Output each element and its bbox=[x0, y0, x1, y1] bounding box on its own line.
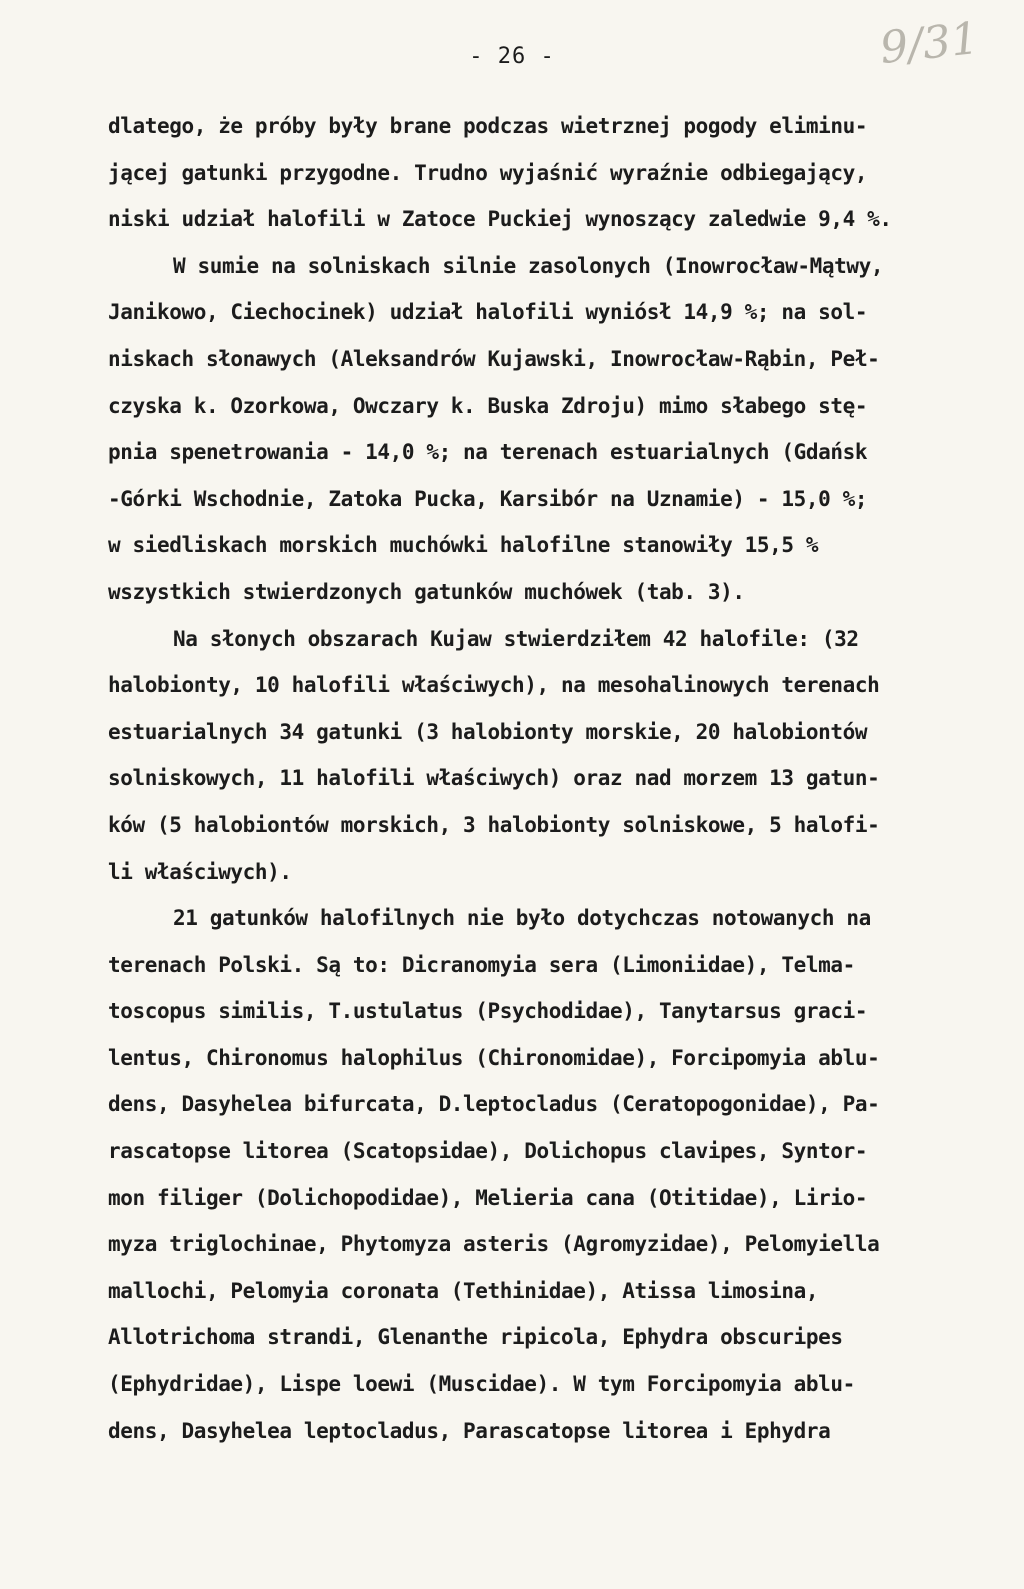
text-line: li właściwych). bbox=[108, 859, 292, 884]
text-line: terenach Polski. Są to: Dicranomyia sera (Limoniidae), Telma- bbox=[108, 952, 855, 977]
text-line: mallochi, Pelomyia coronata (Tethinidae), Atissa limosina, bbox=[108, 1278, 819, 1303]
text-line: niski udział halofili w Zatoce Puckiej wynoszący zaledwie 9,4 %. bbox=[108, 207, 892, 232]
text-line: dens, Dasyhelea bifurcata, D.leptocladus (Ceratopogonidae), Pa- bbox=[108, 1092, 880, 1117]
text-line: (Ephydridae), Lispe loewi (Muscidae). W tym Forcipomyia ablu- bbox=[108, 1372, 855, 1397]
text-line: Janikowo, Ciechocinek) udział halofili wyniósł 14,9 %; na sol- bbox=[108, 300, 868, 325]
text-line: halobionty, 10 halofili właściwych), na mesohalinowych terenach bbox=[108, 673, 880, 698]
text-line: estuarialnych 34 gatunki (3 halobionty morskie, 20 halobiontów bbox=[108, 719, 868, 744]
text-line: -Górki Wschodnie, Zatoka Pucka, Karsibór na Uznamie) - 15,0 %; bbox=[108, 486, 868, 511]
text-line: Allotrichoma strandi, Glenanthe ripicola, Ephydra obscuripes bbox=[108, 1325, 843, 1350]
text-line: myza triglochinae, Phytomyza asteris (Agromyzidae), Pelomyiella bbox=[108, 1232, 880, 1257]
text-line: rascatopse litorea (Scatopsidae), Dolichopus clavipes, Syntor- bbox=[108, 1139, 868, 1164]
text-line: mon filiger (Dolichopodidae), Melieria cana (Otitidae), Lirio- bbox=[108, 1185, 868, 1210]
text-line: pnia spenetrowania - 14,0 %; na terenach estuarialnych (Gdańsk bbox=[108, 440, 868, 465]
handwritten-archive-mark: 9/31 bbox=[877, 12, 982, 75]
text-line: ków (5 halobiontów morskich, 3 halobionty solniskowe, 5 halofi- bbox=[108, 812, 880, 837]
text-line: w siedliskach morskich muchówki halofilne stanowiły 15,5 % bbox=[108, 533, 819, 558]
body-text bbox=[108, 103, 988, 1454]
text-line: czyska k. Ozorkowa, Owczary k. Buska Zdroju) mimo słabego stę- bbox=[108, 393, 868, 418]
text-line: niskach słonawych (Aleksandrów Kujawski, Inowrocław-Rąbin, Peł- bbox=[108, 346, 880, 371]
text-line: W sumie na solniskach silnie zasolonych (Inowrocław-Mątwy, bbox=[173, 253, 884, 278]
text-line: toscopus similis, T.ustulatus (Psychodidae), Tanytarsus graci- bbox=[108, 999, 868, 1024]
page-number: - 26 - bbox=[469, 44, 555, 69]
text-line: dlatego, że próby były brane podczas wietrznej pogody eliminu- bbox=[108, 114, 868, 138]
text-line: dens, Dasyhelea leptocladus, Parascatopse litorea i Ephydra bbox=[108, 1418, 831, 1443]
text-line: lentus, Chironomus halophilus (Chironomidae), Forcipomyia ablu- bbox=[108, 1045, 880, 1070]
text-line: wszystkich stwierdzonych gatunków muchówek (tab. 3). bbox=[108, 579, 745, 604]
text-line: jącej gatunki przygodne. Trudno wyjaśnić wyraźnie odbiegający, bbox=[108, 160, 868, 185]
text-line: solniskowych, 11 halofili właściwych) oraz nad morzem 13 gatun- bbox=[108, 766, 880, 791]
text-line: Na słonych obszarach Kujaw stwierdziłem 42 halofile: (32 bbox=[173, 626, 859, 651]
text-line: 21 gatunków halofilnych nie było dotychczas notowanych na bbox=[173, 906, 871, 931]
